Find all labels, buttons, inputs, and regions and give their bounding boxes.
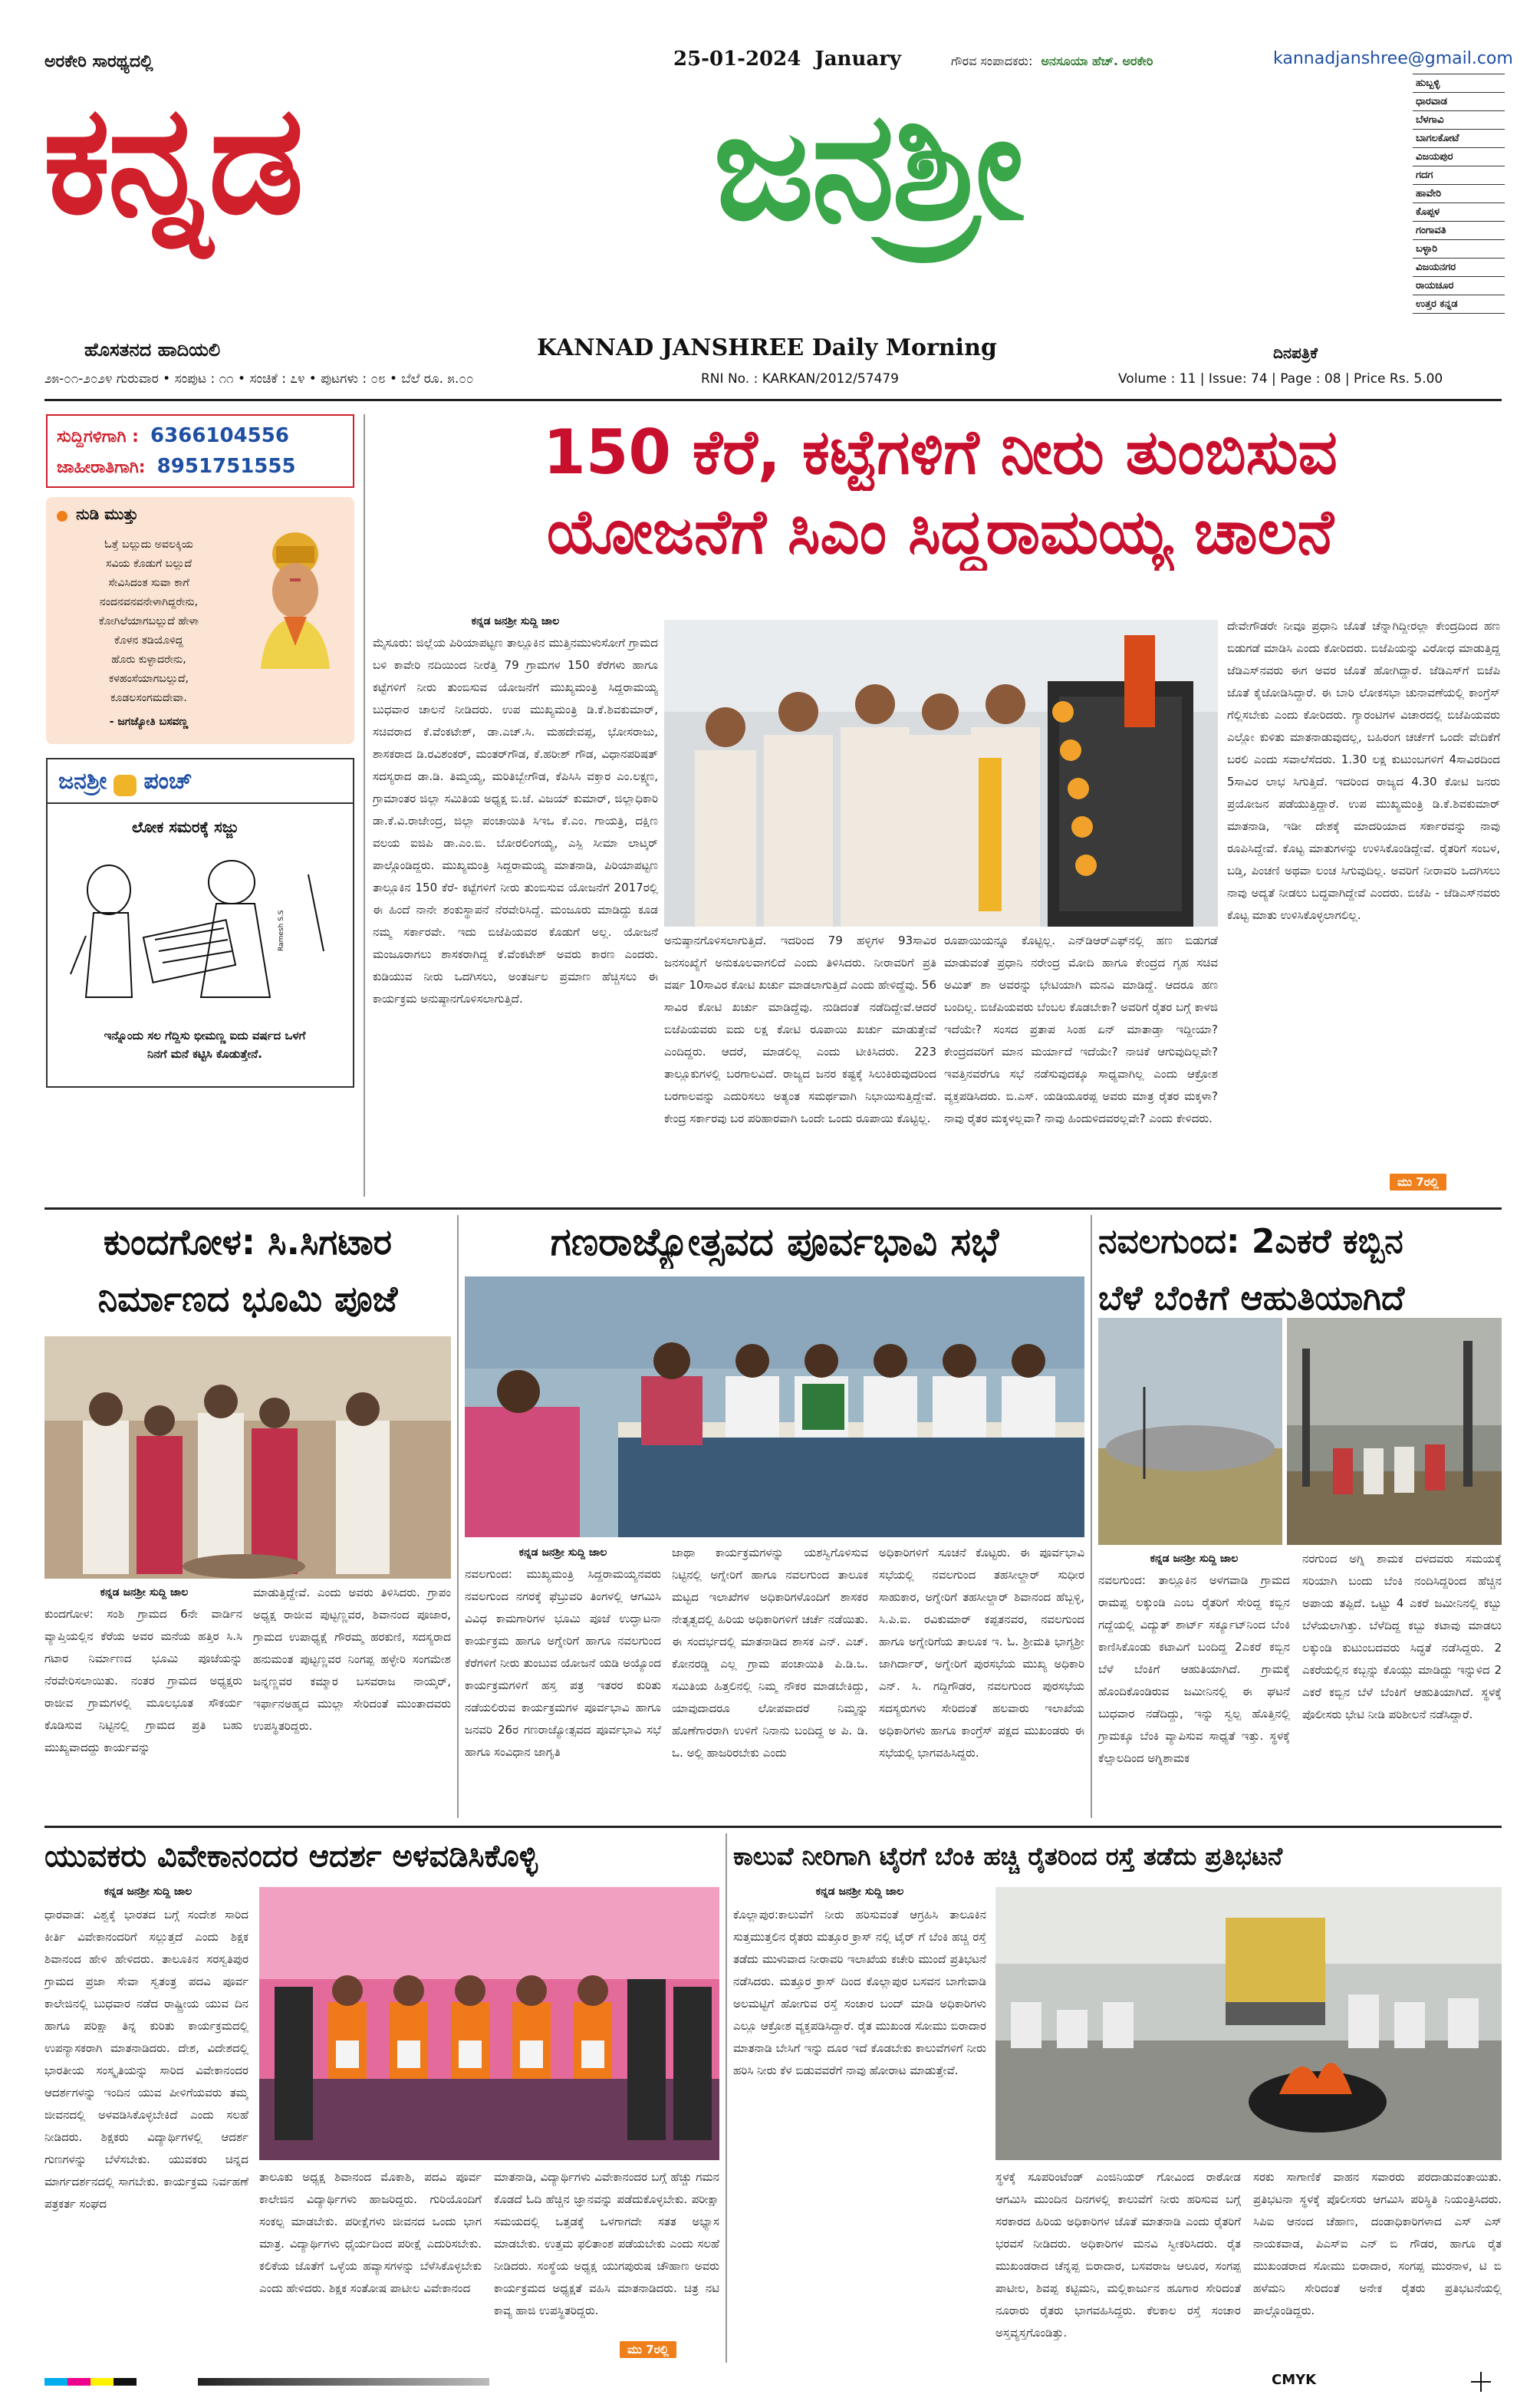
story-republic bbox=[465, 1215, 1084, 1818]
kundgol-photo-image bbox=[44, 1336, 451, 1579]
navalgund-headline-line1: ನವಲಗುಂದ: 2ಎಕರೆ ಕಬ್ಬಿನ bbox=[1098, 1222, 1403, 1261]
youth-byline: ಕನ್ನಡ ಜನಶ್ರೀ ಸುದ್ದಿ ಜಾಲ bbox=[104, 1886, 192, 1898]
english-name: KANNAD JANSHREE Daily Morning bbox=[537, 334, 997, 361]
edition-item: ಉತ್ತರ ಕನ್ನಡ bbox=[1413, 295, 1505, 314]
cartoon-text: ಇನ್ನೊಂದು ಸಲ ಗೆದ್ದಿಸು ಭೀಮಣ್ಣ ಐದು ವರ್ಷದ ಒಳಗೆ ನಿನಗೆ ಮನೆ ಕಟ್ಟಿಸಿ ಕೊಡುತ್ತೇನೆ. bbox=[104, 1029, 306, 1061]
republic-headline: ಗಣರಾಜ್ಯೋತ್ಸವದ ಪೂರ್ವಭಾವಿ ಸಭೆ bbox=[550, 1220, 999, 1264]
column-rule bbox=[1091, 1215, 1092, 1818]
volume-info: Volume : 11 | Issue: 74 | Page : 08 | Price Rs. 5.00 bbox=[1118, 371, 1443, 387]
kundgol-column-2: ಮಾಡುತ್ತಿದ್ದೇವೆ. ಎಂದು ಅವರು ತಿಳಿಸಿದರು. ಗ್ರಾಪಂ ಅಧ್ಯಕ್ಷ ರಾಜೀವ ಪುಟ್ಟಣ್ಣವರ, ಶಿವಾನಂದ ಪೂಜಾರ, ಗ್ರಾಮದ ಉಪಾಧ್ಯಕ್ಷೆ ಗೌರಮ್ಮ ಹರಕುಣಿ, ಸದಸ್ಯರಾದ ಹನುಮಂತ ಪುಟ್ಟಣ್ಣವರ ನಿಂಗಪ್ಪ ಹಳ್ಳೇರಿ ಸಂಗಮೇಶ ಜನ್ನಣ್ಣವರ ಕಮ್ಮಾರ ಬಸವರಾಜ ನಾಯ್ಕರ್, ಇರ್ಫಾನಅಹ್ಮದ ಮುಲ್ಲಾ ಸೇರಿದಂತೆ ಮುಂತಾದವರು ಉಪಸ್ಥಿತರಿದ್ದರು. bbox=[253, 1586, 451, 1733]
bullet-icon bbox=[57, 511, 67, 522]
youth-continued[interactable]: ಮು 7ರಲ್ಲಿ bbox=[620, 2341, 676, 2358]
editor-credit bbox=[951, 54, 1153, 69]
kundgol-headline-line2: ನಿರ್ಮಾಣದ ಭೂಮಿ ಪೂಜೆ bbox=[97, 1278, 398, 1319]
youth-column-1: ಧಾರವಾಡ: ವಿಶ್ವಕ್ಕೆ ಭಾರತದ ಬಗ್ಗೆ ಸಂದೇಶ ಸಾರಿದ ಕೀರ್ತಿ ವಿವೇಕಾನಂದರಿಗೆ ಸಲ್ಲುತ್ತದೆ ಎಂದು ಶಿಕ್ಷಕ ಶಿವಾನಂದ ಹೇಳಿ ಹೇಳಿದರು. ತಾಲೂಕಿನ ಸರಸ್ವತಿಪುರ ಗ್ರಾಮದ ಪ್ರಜಾ ಸೇವಾ ಸ್ವತಂತ್ರ ಪದವಿ ಪೂರ್ವ ಕಾಲೇಜಿನಲ್ಲಿ ಬುಧವಾರ ನಡೆದ ರಾಷ್ಟ್ರೀಯ ಯುವ ದಿನ ಹಾಗೂ ಪರಿಕ್ಷಾ ತಿನ್ನ ಕುರಿತು ಕಾರ್ಯಕ್ರಮದಲ್ಲಿ ಉಪನ್ಯಾಸಕರಾಗಿ ಮಾತನಾಡಿದರು. ದೇಶ, ವಿದೇಶದಲ್ಲಿ ಭಾರತೀಯ ಸಂಸ್ಕೃತಿಯನ್ನು ಸಾರಿದ ವಿವೇಕಾನಂದರ ಆದರ್ಶಗಳನ್ನು ಇಂದಿನ ಯುವ ಪೀಳಿಗೆಯವರು ತಮ್ಮ ಜೀವನದಲ್ಲಿ ಅಳವಡಿಸಿಕೊಳ್ಳಬೇಕಿದೆ ಎಂದು ಸಲಹೆ ನೀಡಿದರು. ಶಿಕ್ಷಕರು ವಿದ್ಯಾರ್ಥಿಗಳಲ್ಲಿ ಆದರ್ಶ ಗುಣಗಳನ್ನು ಬೆಳೆಸಬೇಕು. ಯುವಕರು ಚಿನ್ನದ ಮಾರ್ಗದರ್ಶನದಲ್ಲಿ ಸಾಗಬೇಕು. ಕಾರ್ಯಕ್ರಮ ನಿರ್ವಹಣೆ ಪತ್ರಕರ್ತ ಸಂಘದ bbox=[44, 1908, 248, 2211]
lead-story bbox=[373, 414, 1500, 1198]
lead-headline-line2: ಯೋಜನೆಗೆ ಸಿಎಂ ಸಿದ್ದರಾಮಯ್ಯ ಚಾಲನೆ bbox=[546, 496, 1334, 568]
story-navalgund bbox=[1098, 1215, 1502, 1818]
punch-title-1: ಜನಶ್ರೀ bbox=[58, 768, 107, 795]
title-janashree: ಜನಶ್ರೀ bbox=[713, 79, 1022, 254]
navalgund-byline: ಕನ್ನಡ ಜನಶ್ರೀ ಸುದ್ದಿ ಜಾಲ bbox=[1150, 1553, 1239, 1565]
crosshair-icon bbox=[1471, 2372, 1491, 2392]
news-phone[interactable]: 6366104556 bbox=[150, 424, 289, 447]
punch-box bbox=[46, 758, 354, 1088]
kundgol-photo bbox=[44, 1336, 451, 1579]
issue-info: ೨೫-೦೧-೨೦೨೪ ಗುರುವಾರ • ಸಂಪುಟ : ೧೧ • ಸಂಚಿಕೆ : ೭೪ • ಪುಟಗಳು : ೦೮ • ಬೆಲೆ ರೂ. ೫.೦೦ bbox=[44, 371, 474, 387]
youth-photo bbox=[259, 1887, 719, 2160]
issue-date: 25-01-2024 January bbox=[673, 48, 902, 71]
republic-photo bbox=[465, 1276, 1084, 1537]
column-rule bbox=[457, 1215, 459, 1818]
youth-column-2: ತಾಲೂಕು ಅಧ್ಯಕ್ಷ ಶಿವಾನಂದ ಮೊಕಾಶಿ, ಪದವಿ ಪೂರ್ವ ಕಾಲೇಜಿನ ವಿದ್ಯಾರ್ಥಿಗಳು ಹಾಜರಿದ್ದರು. ಗುರಿಯೊಂದಿಗೆ ಸಂಕಲ್ಪ ಮಾಡಬೇಕು. ಪರೀಕ್ಷೆಗಳು ಜೀವನದ ಒಂದು ಭಾಗ ಮಾತ್ರ. ವಿದ್ಯಾರ್ಥಿಗಳು ಧೈರ್ಯದಿಂದ ಪರೀಕ್ಷೆ ಎದುರಿಸಬೇಕು. ಕಲಿಕೆಯ ಜೊತೆಗೆ ಒಳ್ಳೆಯ ಹವ್ಯಾಸಗಳನ್ನು ಬೆಳೆಸಿಕೊಳ್ಳಬೇಕು ಎಂದು ಹೇಳಿದರು. ಶಿಕ್ಷಕ ಸಂತೋಷ ಪಾಟೀಲ ವಿವೇಕಾನಂದ bbox=[259, 2170, 482, 2295]
edition-item: ವಿಜಯನಗರ bbox=[1413, 259, 1505, 277]
rni-number: RNI No. : KARKAN/2012/57479 bbox=[701, 371, 899, 387]
top-left-tagline: ಅರಕೇರಿ ಸಾರಥ್ಯದಲ್ಲಿ bbox=[44, 52, 153, 71]
editions-list bbox=[1413, 74, 1505, 314]
youth-headline: ಯುವಕರು ವಿವೇಕಾನಂದರ ಆದರ್ಶ ಅಳವಡಿಸಿಕೊಳ್ಳಿ bbox=[44, 1839, 538, 1874]
column-rule bbox=[726, 1833, 727, 2363]
canal-headline: ಕಾಲುವೆ ನೀರಿಗಾಗಿ ಟೈರಗೆ ಬೆಂಕಿ ಹಚ್ಚಿ ರೈತರಿಂದ ರಸ್ತೆ ತಡೆದು ಪ್ರತಿಭಟನೆ bbox=[733, 1842, 1283, 1871]
column-rule bbox=[364, 414, 365, 1197]
navalgund-headline-line2: ಬೆಳೆ ಬೆಂಕಿಗೆ ಆಹುತಿಯಾಗಿದೆ bbox=[1098, 1279, 1405, 1318]
navalgund-photo-1 bbox=[1098, 1318, 1282, 1545]
edition-item: ಧಾರವಾಡ bbox=[1413, 93, 1505, 111]
edition-item: ವಿಜಯಪುರ bbox=[1413, 148, 1505, 166]
ads-label: ಜಾಹೀರಾತಿಗಾಗಿ: bbox=[57, 458, 146, 477]
lead-photo bbox=[664, 620, 1218, 927]
canal-photo bbox=[995, 1887, 1502, 2160]
lead-column-4: ದೇವೇಗೌಡರೇ ನೀವೂ ಪ್ರಧಾನಿ ಜೊತೆ ಚೆನ್ನಾಗಿದ್ದೀರಲ್ಲಾ ಕೇಂದ್ರದಿಂದ ಹಣ ಬಿಡುಗಡೆ ಮಾಡಿಸಿ ಎಂದು ಕೋರಿದರು. ಬಿಜೆಪಿಯನ್ನು ವಿರೋಧ ಮಾಡುತ್ತಿದ್ದ ಜೆಡಿಎಸ್‌ನವರು ಈಗ ಅವರ ಜೊತೆ ಹೋಗಿದ್ದಾರೆ. ಜೆಡಿಎಸ್‌ಗೆ ಬಿಜೆಪಿ ಜೊತೆ ಕೈಜೋಡಿಸಿದ್ದಾರೆ. ಈ ಬಾರಿ ಲೋಕಸಭಾ ಚುನಾವಣೆಯಲ್ಲಿ ಕಾಂಗ್ರೆಸ್ ಗೆಲ್ಲಿಸಬೇಕು ಎಂದು ಕೋರಿದರು. ಗ್ಯಾರಂಟಿಗಳ ವಿಚಾರದಲ್ಲಿ ಬಿಜೆಪಿಯವರು ಎಲ್ಲೋ ಕುಳಿತು ಮಾತನಾಡುವುದಲ್ಲ, ಬಹಿರಂಗ ಚರ್ಚೆಗೆ ಒಂದೇ ವೇದಿಕೆಗೆ ಬರಲಿ ಎಂದು ಸವಾಲೆಸೆದರು. 1.30 ಲಕ್ಷ ಕುಟುಂಬಗಳಿಗೆ 4ಸಾವಿರದಿಂದ 5ಸಾವಿರ ಲಾಭ ಸಿಗುತ್ತಿದೆ. ಇದರಿಂದ ರಾಜ್ಯದ 4.30 ಕೋಟಿ ಜನರು ಪ್ರಯೋಜನ ಪಡೆಯುತ್ತಿದ್ದಾರೆ. ಉಪ ಮುಖ್ಯಮಂತ್ರಿ ಡಿ.ಕೆ.ಶಿವಕುಮಾರ್ ಮಾತನಾಡಿ, ಇಡೀ ದೇಶಕ್ಕೆ ಮಾದರಿಯಾದ ಸರ್ಕಾರವನ್ನು ನಾವು ರೂಪಿಸಿದ್ದೇವೆ. ಕೊಟ್ಟ ಮಾತುಗಳನ್ನು ಉಳಿಸಿಕೊಂಡಿದ್ದೇವೆ. ರೈತರಿಗೆ ಸಂಬಳ, ಬಡ್ತಿ, ಪಿಂಚಣಿ ಅಥವಾ ಲಂಚ ಸಿಗುವುದಿಲ್ಲ. ಅವರಿಗೆ ನೀರಾವರಿ ಒದಗಿಸಲು ನಾವು ಅದ್ಯತೆ ನೀಡಲು ಬದ್ಧವಾಗಿದ್ದೇವೆ ಎಂದರು. ಬಿಜೆಪಿ - ಜೆಡಿಎಸ್‌ನವರು ಕೊಟ್ಟ ಮಾತು ಉಳಿಸಿಕೊಳ್ಳಲಾಗಲಿಲ್ಲ. bbox=[1227, 619, 1500, 922]
editor-label: ಗೌರವ ಸಂಪಾದಕರು: bbox=[951, 54, 1033, 68]
lead-column-3: ರೂಪಾಯಿಯನ್ನೂ ಕೊಟ್ಟಿಲ್ಲ. ಎನ್‌ಡಿಆರ್‌ಎಫ್‌ನಲ್ಲಿ ಹಣ ಬಿಡುಗಡೆ ಮಾಡುವಂತೆ ಪ್ರಧಾನಿ ನರೇಂದ್ರ ಮೋದಿ ಹಾಗೂ ಕೇಂದ್ರದ ಗೃಹ ಸಚಿವ ಅಮಿತ್ ಶಾ ಅವರನ್ನು ಭೇಟಿಯಾಗಿ ಮನವಿ ಮಾಡಿದ್ದೆ. ಆದರೂ ಹಣ ಬಂದಿಲ್ಲ. ಬಿಜೆಪಿಯವರು ಬೆಂಬಲ ಕೊಡಬೇಕಾ? ಅವರಿಗೆ ರೈತರ ಬಗ್ಗೆ ಕಾಳಜಿ ಇದೆಯೇ? ಸಂಸದ ಪ್ರತಾಪ ಸಿಂಹ ಏನ್ ಮಾತಾಡ್ತಾ ಇದ್ದೀಯಾ? ಕೇಂದ್ರದವರಿಗೆ ಮಾನ ಮರ್ಯಾದೆ ಇದೆಯೇ? ನಾಚಿಕೆ ಆಗುವುದಿಲ್ಲವೇ? ಇವತ್ತಿನವರೆಗೂ ಸಭೆ ನಡೆಸುವುದಕ್ಕೂ ಸಾಧ್ಯವಾಗಿಲ್ಲ ಎಂದು ಆಕ್ರೋಶ ವ್ಯಕ್ತಪಡಿಸಿದರು. ಬಿ.ಎಸ್. ಯಡಿಯೂರಪ್ಪ ಅವರು ಮಾತ್ರ ರೈತರ ಮಕ್ಕಳಾ? ನಾವು ರೈತರ ಮಕ್ಕಳಲ್ಲವಾ? ನಾವು ಹಿಂದುಳಿದವರಲ್ಲವೇ? ಎಂದು ಕೇಳಿದರು. bbox=[944, 934, 1218, 1125]
republic-column-3: ಅಧಿಕಾರಿಗಳಿಗೆ ಸೂಚನೆ ಕೊಟ್ಟರು. ಈ ಪೂರ್ವಭಾವಿ ಸಭೆಯಲ್ಲಿ ನವಲಗುಂದ ತಹಸೀಲ್ದಾರ್ ಸುಧೀರ ಸಾಹುಕಾರ, ಅಗ್ನೇರಿಗೆ ತಹಸೀಲ್ದಾರ್ ಶಿವಾನಂದ ಹೆಬ್ಬಳ್ಳಿ, ಸಿ.ಪಿ.ಐ. ರವಿಕುಮಾರ್ ಕಪ್ಪತನವರ, ನವಲಗುಂದ ಹಾಗೂ ಅಗ್ನೇರಿಗೆಯ ತಾಲೂಕ ಇ. ಓ. ಶ್ರೀಮತಿ ಭಾಗ್ಯಶ್ರೀ ಜಾಗಿರ್ದಾರ್, ಅಗ್ನೇರಿಗೆ ಪುರಸಭೆಯ ಮುಖ್ಯ ಅಧಿಕಾರಿ ಎನ್. ಸಿ. ಗದ್ದಿಗೌಡರ, ನವಲಗುಂದ ಪುರಸಭೆಯ ಸದಸ್ಯರುಗಳು ಸೇರಿದಂತೆ ಹಲವಾರು ಇಲಾಖೆಯ ಅಧಿಕಾರಿಗಳು ಹಾಗೂ ಕಾಂಗ್ರೆಸ್ ಪಕ್ಷದ ಮುಖಂಡರು ಈ ಸಭೆಯಲ್ಲಿ ಭಾಗವಹಿಸಿದ್ದರು. bbox=[879, 1546, 1084, 1760]
nudi-muttu-author: - ಜಗಜ್ಯೋತಿ ಬಸವಣ್ಣ bbox=[109, 716, 189, 728]
edition-item: ಬಾಗಲಕೋಟೆ bbox=[1413, 130, 1505, 148]
nudi-muttu-box bbox=[46, 497, 354, 744]
canal-column-1: ಕೊಲ್ಲಾಪುರ:ಕಾಲುವೆಗೆ ನೀರು ಹರಿಸುವಂತೆ ಆಗ್ರಹಿಸಿ ತಾಲೂಕಿನ ಸುತ್ತಮುತ್ತಲಿನ ರೈತರು ಮತ್ತೂರ ಕ್ರಾಸ್ ನಲ್ಲಿ ಟೈರ್ ಗೆ ಬೆಂಕಿ ಹಚ್ಚಿ ರಸ್ತೆ ತಡೆದು ಮುಳುವಾದ ನೀರಾವರಿ ಇಲಾಖೆಯ ಕಚೇರಿ ಮುಂದೆ ಪ್ರತಿಭಟನೆ ನಡೆಸಿದರು. ಮತ್ತೂರ ಕ್ರಾಸ್ ದಿಂದ ಕೊಲ್ಲಾಪುರ ಬಸವನ ಬಾಗೇವಾಡಿ ಅಲಮಟ್ಟಿಗೆ ಹೋಗುವ ರಸ್ತೆ ಸಂಚಾರ ಬಂದ್ ಮಾಡಿ ಅಧಿಕಾರಿಗಳು ಎಲ್ಲೂ ಆಕ್ರೋಶ ವ್ಯಕ್ತಪಡಿಸಿದ್ದಾರೆ. ರೈತ ಮುಖಂಡ ಸೋಮು ಬಿರಾದಾರ ಮಾತನಾಡಿ ಬೇಸಿಗೆ ಇನ್ನು ದೂರ ಇದೆ ಕೊಡಬೇಕು ಕಾಲುವೆಗಳಿಗೆ ನೀರು ಹರಿಸಿ ನೀರು ಕೆಳ ಬಿಡುವವರೆಗೆ ನಾವು ಹೋರಾಟ ಮಾಡುತ್ತೇವೆ. bbox=[733, 1908, 986, 2077]
edition-item: ಹಾವೇರಿ bbox=[1413, 185, 1505, 203]
title-kannada: ಕನ್ನಡ bbox=[43, 73, 301, 248]
navalgund-photo-2 bbox=[1287, 1318, 1502, 1545]
basavanna-portrait bbox=[245, 531, 345, 669]
navalgund-column-1: ನವಲಗುಂದ: ತಾಲ್ಲೂಕಿನ ಅಳಗವಾಡಿ ಗ್ರಾಮದ ರಾಮಪ್ಪ ಲಕ್ಕುಂಡಿ ಎಂಬ ರೈತರಿಗೆ ಸೇರಿದ್ದ ಕಬ್ಬಿನ ಗದ್ದೆಯಲ್ಲಿ ವಿದ್ಯುತ್ ಶಾರ್ಟ್ ಸರ್ಕ್ಯೂಟ್‌ನಿಂದ ಬೆಂಕಿ ಕಾಣಿಸಿಕೊಂಡು ಕಟಾವಿಗೆ ಬಂದಿದ್ದ 2ಎಕರೆ ಕಬ್ಬಿನ ಬೆಳೆ ಬೆಂಕಿಗೆ ಆಹುತಿಯಾಗಿದೆ. ಗ್ರಾಮಕ್ಕೆ ಹೊಂದಿಕೊಂಡಿರುವ ಜಮೀನಿನಲ್ಲಿ ಈ ಘಟನೆ ಬುಧವಾರ ನಡೆದಿದ್ದು, ಇನ್ನು ಸ್ವಲ್ಪ ಹೊತ್ತಿನಲ್ಲಿ ಗ್ರಾಮಕ್ಕೂ ಬೆಂಕಿ ವ್ಯಾಪಿಸುವ ಸಾಧ್ಯತೆ ಇತ್ತು. ಸ್ಥಳಕ್ಕೆ ಕೆಲ್ಸಾಲದಿಂದ ಅಗ್ನಿಶಾಮಕ bbox=[1098, 1573, 1290, 1765]
slogan: ಹೊಸತನದ ಹಾದಿಯಲಿ bbox=[84, 339, 221, 361]
lead-column-1: ಮೈಸೂರು: ಜಿಲ್ಲೆಯ ಪಿರಿಯಾಪಟ್ಟಣ ತಾಲ್ಲೂಕಿನ ಮುತ್ತಿನಮುಳುಸೋಗೆ ಗ್ರಾಮದ ಬಳಿ ಕಾವೇರಿ ನದಿಯಿಂದ ನೀರೆತ್ತಿ 79 ಗ್ರಾಮಗಳ 150 ಕೆರೆಗಳು ಹಾಗೂ ಕಟ್ಟೆಗಳಿಗೆ ನೀರು ತುಂಬಿಸುವ ಯೋಜನೆಗೆ ಮುಖ್ಯಮಂತ್ರಿ ಸಿದ್ದರಾಮಯ್ಯ ಬುಧವಾರ ಚಾಲನೆ ನೀಡಿದರು. ಉಪ ಮುಖ್ಯಮಂತ್ರಿ ಡಿ.ಕೆ.ಶಿವಕುಮಾರ್, ಸಚಿವರಾದ ಕೆ.ವೆಂಕಟೇಶ್, ಡಾ.ಎಚ್.ಸಿ. ಮಹದೇವಪ್ಪ, ಭೋಸರಾಜು, ಶಾಸಕರಾದ ಡಿ.ರವಿಶಂಕರ್, ಮಂತರ್‌ಗೌಡ, ಕೆ.ಹರೀಶ್ ಗೌಡ, ವಿಧಾನಪರಿಷತ್ ಸದಸ್ಯರಾದ ಡಾ.ಡಿ. ತಿಮ್ಮಯ್ಯ, ಮರಿತಿಬ್ಬೇಗೌಡ, ಕೆಪಿಸಿಸಿ ವಕ್ತಾರ ಎಂ.ಲಕ್ಷ್ಮಣ, ಗ್ರಾಮಾಂತರ ಜಿಲ್ಲಾ ಸಮಿತಿಯ ಅಧ್ಯಕ್ಷ ಬಿ.ಜೆ. ವಿಜಯ್ ಕುಮಾರ್, ಜಿಲ್ಲಾಧಿಕಾರಿ ಡಾ.ಕೆ.ವಿ.ರಾಜೇಂದ್ರ, ಜಿಲ್ಲಾ ಪಂಚಾಯಿತಿ ಸಿಇಒ ಕೆ.ಎಂ. ಗಾಯತ್ರಿ, ದಕ್ಷಿಣ ವಲಯ ಐಜಿಪಿ ಡಾ.ಎಂ.ಬಿ. ಬೋರಲಿಂಗಯ್ಯ, ಎಸ್ಪಿ ಸೀಮಾ ಲಾಟ್ಕರ್ ಪಾಲ್ಗೊಂಡಿದ್ದರು. ಮುಖ್ಯಮಂತ್ರಿ ಸಿದ್ದರಾಮಯ್ಯ ಮಾತನಾಡಿ, ಪಿರಿಯಾಪಟ್ಟಣ ತಾಲ್ಲೂಕಿನ 150 ಕೆರೆ- ಕಟ್ಟೆಗಳಿಗೆ ನೀರು ತುಂಬಿಸುವ ಯೋಜನೆಗೆ 2017ರಲ್ಲಿ ಈ ಹಿಂದೆ ನಾನೇ ಶಂಕುಸ್ಥಾಪನೆ ನೆರವೇರಿಸಿದ್ದೆ. ಮಂಜೂರು ಮಾಡಿದ್ದು ಕೂಡ ನಮ್ಮ ಸರ್ಕಾರವೇ. ಇದು ಬಿಜೆಪಿಯವರ ಕೊಡುಗೆ ಅಲ್ಲ. ಯೋಜನೆ ಮಂಜೂರಾಗಲು ಶಾಸಕರಾಗಿದ್ದ ಕೆ.ವೆಂಕಟೇಶ್ ಅವರು ಕಾರಣ ಎಂದರು. ಕುಡಿಯುವ ನೀರು ಒದಗಿಸಲು, ಅಂತರ್ಜಲ ಪ್ರಮಾಣ ಹೆಚ್ಚಿಸಲು ಈ ಕಾರ್ಯಕ್ರಮ ಅನುಷ್ಠಾನಗೊಳಿಸಲಾಗುತ್ತಿದೆ. bbox=[373, 636, 658, 1006]
cartoon-drawing bbox=[55, 844, 347, 1020]
canal-byline: ಕನ್ನಡ ಜನಶ್ರೀ ಸುದ್ದಿ ಜಾಲ bbox=[815, 1886, 904, 1898]
editor-name: ಅನಸೂಯಾ ಹೆಚ್. ಅರಕೇರಿ bbox=[1041, 54, 1153, 68]
cartoon-caption: ಲೋಕ ಸಮರಕ್ಕೆ ಸಜ್ಜು bbox=[132, 818, 239, 836]
edition-item: ರಾಯಚೂರ bbox=[1413, 277, 1505, 295]
contact-email[interactable]: kannadjanshree@gmail.com bbox=[1273, 49, 1513, 68]
cartoon-signature: Ramesh S.S bbox=[278, 910, 285, 951]
info-line bbox=[44, 371, 1502, 394]
ads-phone[interactable]: 8951751555 bbox=[156, 455, 296, 478]
news-label: ಸುದ್ದಿಗಳಿಗಾಗಿ : bbox=[57, 427, 139, 446]
kundgol-byline: ಕನ್ನಡ ಜನಶ್ರೀ ಸುದ್ದಿ ಜಾಲ bbox=[100, 1586, 189, 1599]
edition-item: ಬೆಳಗಾವಿ bbox=[1413, 111, 1505, 130]
footer-bar bbox=[44, 2372, 1502, 2392]
youth-photo-image bbox=[259, 1887, 719, 2160]
kundgol-column-1: ಕುಂದಗೋಳ: ಸಂಶಿ ಗ್ರಾಮದ 6ನೇ ವಾರ್ಡಿನ ವ್ಯಾಪ್ತಿಯಲ್ಲಿನ ಕೆರೆಯ ಅವರ ಮನೆಯ ಹತ್ತಿರ ಸಿ.ಸಿ ಗಟಾರ ನಿರ್ಮಾಣದ ಭೂಮಿ ಪೂಜೆಯನ್ನು ನೆರವೇರಿಸಲಾಯಿತು. ನಂತರ ಗ್ರಾಮದ ಅಧ್ಯಕ್ಷರು ರಾಜೀವ ಗ್ರಾಮಗಳಲ್ಲಿ ಮೂಲಭೂತ ಸೌಕರ್ಯ ಕೊಡಿಸುವ ನಿಟ್ಟಿನಲ್ಲಿ ಗ್ರಾಮದ ಪ್ರತಿ ಬಹು ಮುಖ್ಯವಾದದ್ದು ಕಾರ್ಯವನ್ನು bbox=[44, 1607, 242, 1754]
section-rule bbox=[44, 1826, 1502, 1828]
story-kundgol bbox=[44, 1215, 451, 1818]
nudi-muttu-title: ನುಡಿ ಮುತ್ತು bbox=[76, 505, 139, 523]
edition-item: ಕೊಪ್ಪಳ bbox=[1413, 203, 1505, 222]
canal-column-3: ಸರಕು ಸಾಗಾಣಿಕೆ ವಾಹನ ಸವಾರರು ಪರದಾಡುವಂತಾಯಿತು. ಪ್ರತಿಭಟನಾ ಸ್ಥಳಕ್ಕೆ ಪೊಲೀಸರು ಆಗಮಿಸಿ ಪರಿಸ್ಥಿತಿ ನಿಯಂತ್ರಿಸಿದರು. ಸಿಪಿಐ ಆನಂದ ಚೆಹಾಣ, ದಂಡಾಧಿಕಾರಿಗಳಾದ ಎಸ್ ಎಸ್ ನಾಯಕವಾಡ, ಪಿಎಸ್ಐ ಎನ್ ಬಿ ಗೌಡರ, ಹಾಗೂ ರೈತ ಮುಖಂಡರಾದ ಸೋಮು ಬಿರಾದಾರ, ಸಂಗಪ್ಪ ಮುರನಾಳ, ಟಿ ಬಿ ಹಳೆಮನಿ ಸೇರಿದಂತೆ ಅನೇಕ ರೈತರು ಪ್ರತಿಭಟನೆಯಲ್ಲಿ ಪಾಲ್ಗೊಂಡಿದ್ದರು. bbox=[1253, 2170, 1502, 2317]
contacts-box bbox=[46, 414, 354, 488]
cmyk-mark: CMYK bbox=[1272, 2372, 1317, 2388]
canal-column-2: ಸ್ಥಳಕ್ಕೆ ಸೂಪರಿಂಟೆಂಡ್ ಎಂಜಿನಿಯರ್ ಗೋವಿಂದ ರಾಠೋಡ ಆಗಮಿಸಿ ಮುಂದಿನ ದಿನಗಳಲ್ಲಿ ಕಾಲುವೆಗೆ ನೀರು ಹರಿಸುವ ಬಗ್ಗೆ ಸರಕಾರದ ಹಿರಿಯ ಅಧಿಕಾರಿಗಳ ಜೊತೆ ಮಾತನಾಡಿ ಎಂದು ರೈತರಿಗೆ ಭರವಸೆ ನೀಡಿದರು. ಅಧಿಕಾರಿಗಳ ಮನವಿ ಸ್ವೀಕರಿಸಿದರು. ರೈತ ಮುಖಂಡರಾದ ಚೆನ್ನಪ್ಪ ಬಿರಾದಾರ, ಬಸವರಾಜ ಆಲೂರ, ಸಂಗಪ್ಪ ಪಾಟೀಲ, ಶಿವಪ್ಪ ಕಟ್ಟಿಮನಿ, ಮಲ್ಲಿಕಾರ್ಜುನ ಹೂಗಾರ ಸೇರಿದಂತೆ ನೂರಾರು ರೈತರು ಭಾಗವಹಿಸಿದ್ದರು. ಕೆಲಕಾಲ ರಸ್ತೆ ಸಂಚಾರ ಅಸ್ತವ್ಯಸ್ತಗೊಂಡಿತ್ತು. bbox=[995, 2170, 1241, 2340]
republic-byline: ಕನ್ನಡ ಜನಶ್ರೀ ಸುದ್ದಿ ಜಾಲ bbox=[518, 1546, 607, 1559]
republic-column-2: ಜಾಥಾ ಕಾರ್ಯಕ್ರಮಗಳನ್ನು ಯಶಸ್ವಿಗೊಳಿಸುವ ನಿಟ್ಟಿನಲ್ಲಿ ಅಗ್ನೇರಿಗೆ ಹಾಗೂ ನವಲಗುಂದ ತಾಲೂಕ ಮಟ್ಟದ ಇಲಾಖೆಗಳ ಅಧಿಕಾರಿಗಳೊಂದಿಗೆ ಶಾಸಕರ ನೇತೃತ್ವದಲ್ಲಿ ಹಿರಿಯ ಅಧಿಕಾರಿಗಳಿಗೆ ಚರ್ಚೆ ನಡೆಯಿತು. ಈ ಸಂದರ್ಭದಲ್ಲಿ ಮಾತನಾಡಿದ ಶಾಸಕ ಎನ್. ಎಚ್. ಕೋನರಡ್ಡಿ ಎಲ್ಲ ಗ್ರಾಮ ಪಂಚಾಯಿತಿ ಪಿ.ಡಿ.ಒ. ಸಮಿತಿಯ ಹಿತ್ತಲಿನಲ್ಲಿ ನಿಮ್ಮ ನೌಕರ ಮಾಡಬೇಕಿದ್ದು, ಯಾವುದಾದರೂ ಲೋಪವಾದರೆ ನಿಮ್ಮನ್ನು ಹೊಣೆಗಾರರಾಗಿ ಉಳಿಗೆ ನಿನಾನು ಬಂದಿದ್ದ ಅ ಪಿ. ಡಿ. ಒ. ಅಲ್ಲಿ ಹಾಜರಿರಬೇಕು ಎಂದು bbox=[672, 1546, 868, 1760]
lead-photo-image bbox=[664, 620, 1218, 927]
fist-icon bbox=[114, 775, 137, 796]
lead-column-2: ಅನುಷ್ಠಾನಗೊಳಿಸಲಾಗುತ್ತಿದೆ. ಇದರಿಂದ 79 ಹಳ್ಳಿಗಳ 93ಸಾವಿರ ಜನಸಂಖ್ಯೆಗೆ ಅನುಕೂಲವಾಗಲಿದೆ ಎಂದು ತಿಳಿಸಿದರು. ನೀರಾವರಿಗೆ ಪ್ರತಿ ವರ್ಷ 10ಸಾವಿರ ಕೋಟಿ ಖರ್ಚು ಮಾಡಲಾಗುತ್ತಿದೆ ಎಂದು ಹೇಳಿದ್ದೆವು. 56 ಸಾವಿರ ಕೋಟಿ ಖರ್ಚು ಮಾಡಿದ್ದೆವು. ನುಡಿದಂತೆ ನಡೆದಿದ್ದೇವೆ.ಆದರೆ ಬಿಜೆಪಿಯವರು ಐದು ಲಕ್ಷ ಕೋಟಿ ರೂಪಾಯಿ ಖರ್ಚು ಮಾಡುತ್ತೇವೆ ಎಂದಿದ್ದರು. ಆದರೆ, ಮಾಡಲಿಲ್ಲ ಎಂದು ಟೀಕಿಸಿದರು. 223 ತಾಲ್ಲೂಕುಗಳಲ್ಲಿ ಬರಗಾಲವಿದೆ. ರಾಜ್ಯದ ಜನರ ಕಷ್ಟಕ್ಕೆ ಸಿಲುಕಿರುವುದರಿಂದ ಬರಗಾಲವನ್ನು ಎದುರಿಸಲು ಅತ್ಯಂತ ಸಮರ್ಥವಾಗಿ ನಿಭಾಯಿಸುತ್ತಿದ್ದೇವೆ. ಕೇಂದ್ರ ಸರ್ಕಾರವು ಬರ ಪರಿಹಾರವಾಗಿ ಒಂದೇ ಒಂದು ರೂಪಾಯಿ ಕೊಟ್ಟಿಲ್ಲ. bbox=[664, 934, 936, 1125]
edition-item: ಹುಬ್ಬಳ್ಳಿ bbox=[1413, 74, 1505, 93]
canal-photo-image bbox=[995, 1887, 1502, 2160]
punch-title-2: ಪಂಚ್ bbox=[143, 768, 192, 795]
edition-item: ಗಂಗಾವತಿ bbox=[1413, 222, 1505, 240]
section-rule bbox=[44, 1207, 1502, 1210]
navalgund-photo-1-image bbox=[1098, 1318, 1282, 1545]
lead-headline-line1: 150 ಕೆರೆ, ಕಟ್ಟೆಗಳಿಗೆ ನೀರು ತುಂಬಿಸುವ bbox=[543, 417, 1338, 488]
edition-item: ಬಳ್ಳಾರಿ bbox=[1413, 240, 1505, 259]
navalgund-photo-2-image bbox=[1287, 1318, 1502, 1545]
punch-header bbox=[48, 759, 353, 804]
youth-column-3: ಮಾತನಾಡಿ, ವಿದ್ಯಾರ್ಥಿಗಳು ವಿವೇಕಾನಂದರ ಬಗ್ಗೆ ಹೆಚ್ಚು ಗಮನ ಕೊಡದೆ ಓದಿ ಹೆಚ್ಚಿನ ಜ್ಞಾನವನ್ನು ಪಡೆದುಕೊಳ್ಳಬೇಕು. ಪರೀಕ್ಷಾ ಸಮಯದಲ್ಲಿ ಒತ್ತಡಕ್ಕೆ ಒಳಗಾಗದೇ ಸತತ ಅಭ್ಯಾಸ ಮಾಡಬೇಕು. ಉತ್ತಮ ಫಲಿತಾಂಶ ಪಡೆಯಬೇಕು ಎಂದು ಸಲಹೆ ನೀಡಿದರು. ಸಂಸ್ಥೆಯ ಅಧ್ಯಕ್ಷ ಯುಗಪುರುಷ ಚೌಹಾಣ ಅವರು ಕಾರ್ಯಕ್ರಮದ ಅಧ್ಯಕ್ಷತೆ ವಹಿಸಿ ಮಾತನಾಡಿದರು. ಚಿತ್ರ ನಟಿ ಕಾವ್ಯ ಹಾಜಿ ಉಪಸ್ಥಿತರಿದ್ದರು. bbox=[494, 2170, 719, 2317]
navalgund-column-2: ನರಗುಂದ ಅಗ್ನಿ ಶಾಮಕ ದಳದವರು ಸಮಯಕ್ಕೆ ಸರಿಯಾಗಿ ಬಂದು ಬೆಂಕಿ ನಂದಿಸಿದ್ದರಿಂದ ಹೆಚ್ಚಿನ ಅಪಾಯ ತಪ್ಪಿದೆ. ಒಟ್ಟು 4 ಎಕರೆ ಜಮೀನಿನಲ್ಲಿ ಕಬ್ಬು ಬೆಳೆಯಲಾಗಿತ್ತು. ಬೆಳೆದಿದ್ದ ಕಬ್ಬು ಕಟಾವು ಮಾಡಲು ಲಕ್ಕುಂಡಿ ಕುಟುಂಬದವರು ಸಿದ್ಧತೆ ನಡೆಸಿದ್ದರು. 2 ಎಕರೆಯಲ್ಲಿನ ಕಬ್ಬನ್ನು ಕೊಯ್ಲು ಮಾಡಿದ್ದು ಇನ್ನುಳಿದ 2 ಎಕರೆ ಕಬ್ಬಿನ ಬೆಳೆ ಬೆಂಕಿಗೆ ಆಹುತಿಯಾಗಿದೆ. ಸ್ಥಳಕ್ಕೆ ಪೊಲೀಸರು ಭೇಟಿ ನೀಡಿ ಪರಿಶೀಲನೆ ನಡೆಸಿದ್ದಾರೆ. bbox=[1302, 1552, 1502, 1721]
edition-item: ಗದಗ bbox=[1413, 166, 1505, 185]
story-canal bbox=[733, 1833, 1502, 2363]
masthead bbox=[0, 0, 1540, 387]
masthead-rule bbox=[44, 399, 1502, 401]
lead-byline: ಕನ್ನಡ ಜನಶ್ರೀ ಸುದ್ದಿ ಜಾಲ bbox=[471, 615, 560, 627]
republic-photo-image bbox=[465, 1276, 1084, 1537]
lead-continued[interactable]: ಮು 7ರಲ್ಲಿ bbox=[1390, 1174, 1446, 1191]
kundgol-headline-line1: ಕುಂದಗೋಳ: ಸಿ.ಸಿಗಟಾರ bbox=[103, 1221, 393, 1263]
gray-strip bbox=[198, 2378, 489, 2386]
story-youth bbox=[44, 1833, 719, 2363]
daily-label: ದಿನಪತ್ರಿಕೆ bbox=[1273, 344, 1318, 362]
republic-column-1: ನವಲಗುಂದ: ಮುಖ್ಯಮಂತ್ರಿ ಸಿದ್ದರಾಮಯ್ಯನವರು ನವಲಗುಂದ ನಗರಕ್ಕೆ ಫೆಬ್ರುವರಿ ತಿಂಗಳಲ್ಲಿ ಆಗಮಿಸಿ ವಿವಿಧ ಕಾಮಗಾರಿಗಳ ಭೂಮಿ ಪೂಜೆ ಉದ್ಘಾಟನಾ ಕಾರ್ಯಕ್ರಮ ಹಾಗೂ ಅಗ್ನೇರಿಗೆ ಹಾಗೂ ನವಲಗುಂದ ಕೆರೆಗಳಿಗೆ ನೀರು ತುಂಬುವ ಯೋಜನೆ ಯಡಿ ಅಯ್ಯೊಂದ ಕಾರ್ಯಕ್ರಮಗಳಿಗೆ ಹಸ್ತ ಪತ್ರ ಇತರರ ಕುರಿತು ನಡೆಯಲಿರುವ ಕಾರ್ಯಕ್ರಮಗಳ ಪೂರ್ವಭಾವಿ ಹಾಗೂ ಜನವರಿ 26ರ ಗಣರಾಜ್ಯೋತ್ಸವದ ಪೂರ್ವಭಾವಿ ಸಭೆ ಹಾಗೂ ಸಂವಿಧಾನ ಜಾಗೃತಿ bbox=[465, 1567, 661, 1759]
nudi-muttu-verse: ಓತ್ತೆ ಬಲ್ಲುದು ಅವಲಕ್ಕಿಯ ಸವಿಯ ಕೊಡುಗೆ ಬಲ್ಲುದೆ ಸೇವಿಸಿದಂತ ಸುವಾ ಕಾಗೆ ನಂದನವನವನೇಳಾಗಿದ್ದರೇನು, ಕೋಗಿಲೆಯಾಗಬಲ್ಲುದೆ ಹೇಳಾ ಕೊಳನ ತಡಿಯೊಳಿದ್ದ ಹೊರು ಕುಳ್ಳಾದರೇನು, ಕಳಹಂಸೆಯಾಗಬಲ್ಲುದೆ, ಕೂಡಲಸಂಗಮದೇವಾ. - ಜಗಜ್ಯೋತಿ ಬಸವಣ್ಣ bbox=[57, 535, 241, 732]
color-strip bbox=[44, 2378, 137, 2386]
